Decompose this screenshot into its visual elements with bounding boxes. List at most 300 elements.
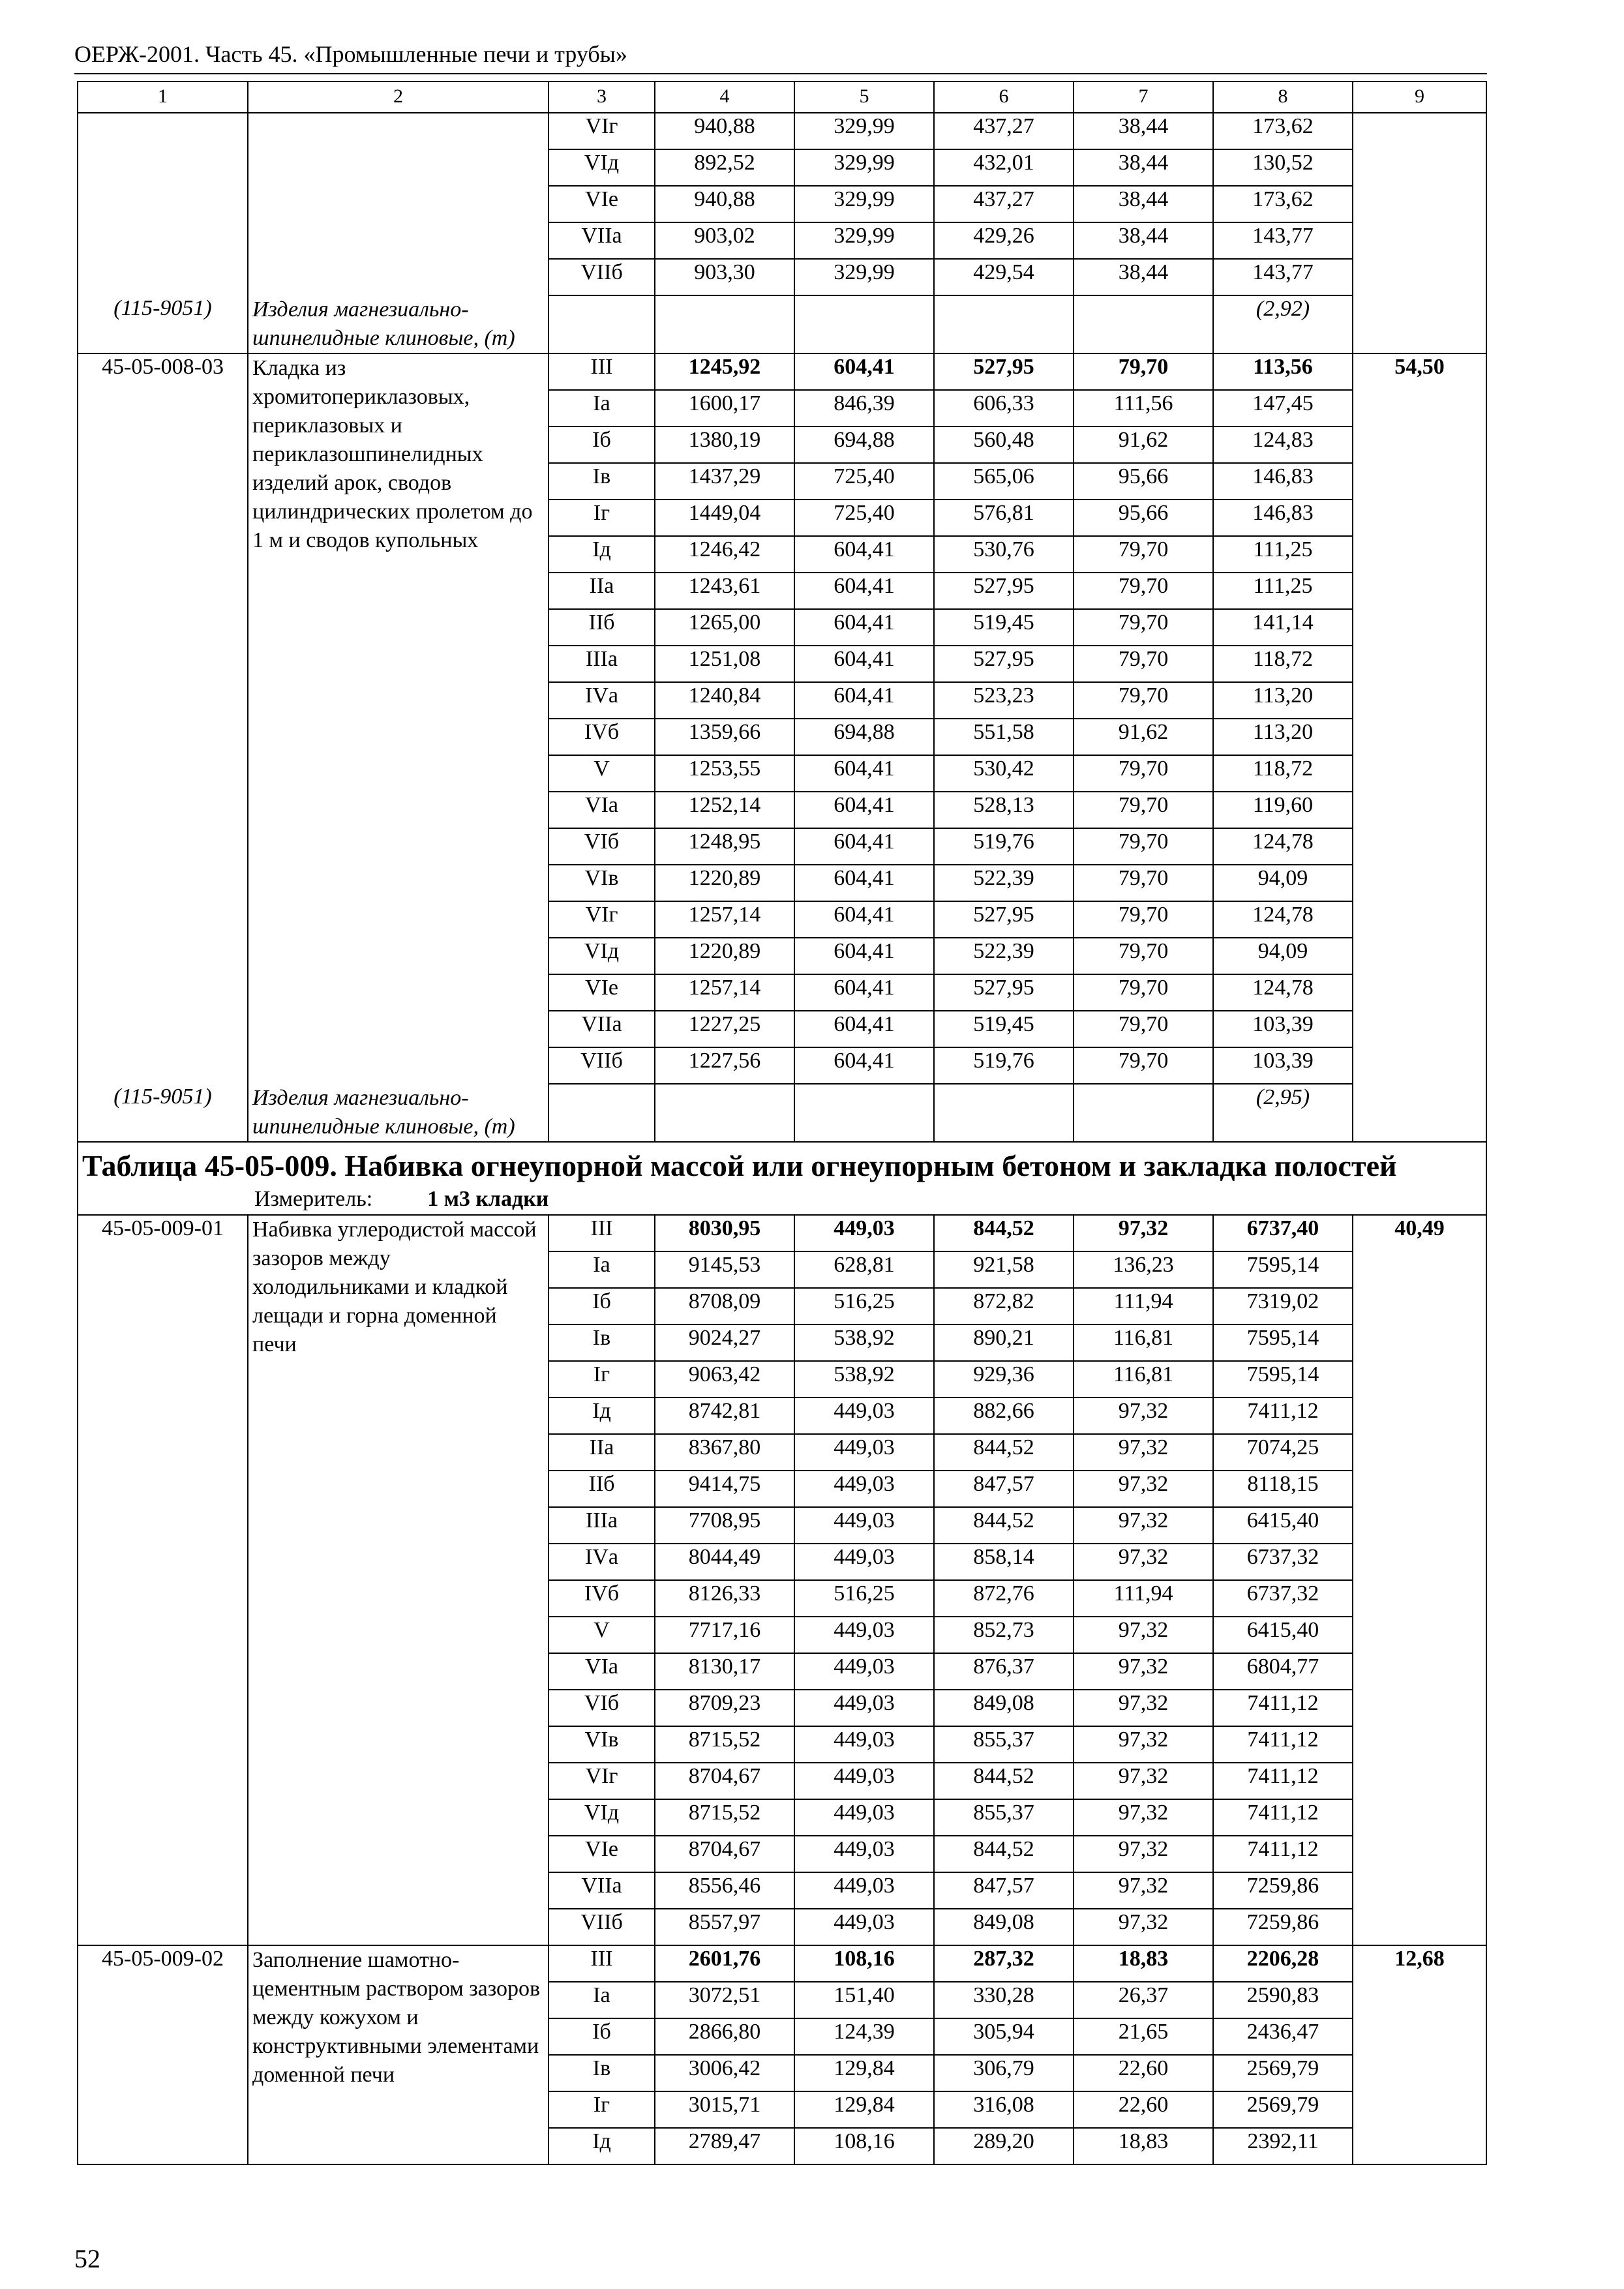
empty-cell <box>794 295 934 353</box>
machinist-wages: 116,81 <box>1074 1361 1213 1398</box>
resource-class: VIг <box>549 901 655 938</box>
machinist-wages: 95,66 <box>1074 463 1213 500</box>
wages: 604,41 <box>794 938 934 974</box>
total-cost: 1265,00 <box>655 609 794 646</box>
machinist-wages: 79,70 <box>1074 755 1213 792</box>
work-description: Набивка углеродистой массой зазоров между холодильниками и кладкой лещади и горна доменной печи <box>248 1215 549 1945</box>
total-cost: 8126,33 <box>655 1580 794 1617</box>
total-cost: 1437,29 <box>655 463 794 500</box>
machinist-wages: 97,32 <box>1074 1617 1213 1653</box>
total-cost: 8715,52 <box>655 1799 794 1836</box>
materials: 2569,79 <box>1213 2055 1353 2091</box>
machinist-wages: 38,44 <box>1074 113 1213 149</box>
resource-class: Iд <box>549 1398 655 1434</box>
machinist-wages: 97,32 <box>1074 1653 1213 1690</box>
machinery: 844,52 <box>934 1763 1074 1799</box>
machinist-wages: 97,32 <box>1074 1909 1213 1945</box>
wages: 449,03 <box>794 1471 934 1507</box>
materials: 173,62 <box>1213 186 1353 222</box>
resource-class: VIд <box>549 1799 655 1836</box>
resource-class: VIг <box>549 113 655 149</box>
unit-cell <box>78 1184 1486 1215</box>
column-number: 2 <box>248 82 549 113</box>
materials: 7319,02 <box>1213 1288 1353 1324</box>
total-cost: 1220,89 <box>655 865 794 901</box>
machinery: 890,21 <box>934 1324 1074 1361</box>
resource-class: IIа <box>549 1434 655 1471</box>
wages: 604,41 <box>794 1047 934 1084</box>
work-description: Кладка из хромитопериклазовых, периклазовых и периклазошпинелидных изделий арок, сводов цилиндрических пролетом до 1 м и сводов купольных <box>248 353 549 1084</box>
resource-class: VIд <box>549 149 655 186</box>
header-rule <box>74 73 1487 74</box>
materials: 7411,12 <box>1213 1763 1353 1799</box>
resource-class: Iв <box>549 1324 655 1361</box>
total-cost: 7708,95 <box>655 1507 794 1544</box>
column-number: 5 <box>794 82 934 113</box>
total-cost: 1243,61 <box>655 573 794 609</box>
desc-cell-empty <box>248 113 549 295</box>
machinist-wages: 79,70 <box>1074 682 1213 719</box>
wages: 604,41 <box>794 353 934 390</box>
resource-class: Iг <box>549 1361 655 1398</box>
total-cost: 1246,42 <box>655 536 794 573</box>
machinery: 527,95 <box>934 974 1074 1011</box>
machinist-wages: 26,37 <box>1074 1982 1213 2018</box>
total-cost: 1227,56 <box>655 1047 794 1084</box>
machinery: 560,48 <box>934 426 1074 463</box>
machinist-wages: 22,60 <box>1074 2055 1213 2091</box>
machinist-wages: 79,70 <box>1074 353 1213 390</box>
machinist-wages: 97,32 <box>1074 1434 1213 1471</box>
total-cost: 903,02 <box>655 222 794 259</box>
total-cost: 892,52 <box>655 149 794 186</box>
total-cost: 8742,81 <box>655 1398 794 1434</box>
materials: 146,83 <box>1213 463 1353 500</box>
machinery: 519,76 <box>934 1047 1074 1084</box>
total-cost: 9024,27 <box>655 1324 794 1361</box>
wages: 449,03 <box>794 1872 934 1909</box>
wages: 604,41 <box>794 828 934 865</box>
machinery: 530,42 <box>934 755 1074 792</box>
machinist-wages: 97,32 <box>1074 1215 1213 1251</box>
machinery: 527,95 <box>934 573 1074 609</box>
labor-hours: 40,49 <box>1353 1215 1486 1945</box>
material-code: (115-9051) <box>78 295 248 353</box>
machinist-wages: 79,70 <box>1074 536 1213 573</box>
wages: 449,03 <box>794 1763 934 1799</box>
wages: 604,41 <box>794 1011 934 1047</box>
materials: 6804,77 <box>1213 1653 1353 1690</box>
materials: 6737,32 <box>1213 1580 1353 1617</box>
machinist-wages: 97,32 <box>1074 1726 1213 1763</box>
materials: 130,52 <box>1213 149 1353 186</box>
materials: 124,78 <box>1213 828 1353 865</box>
machinist-wages: 79,70 <box>1074 792 1213 828</box>
wages: 108,16 <box>794 1945 934 1982</box>
resource-class: VIIа <box>549 1011 655 1047</box>
empty-cell <box>934 295 1074 353</box>
machinist-wages: 79,70 <box>1074 865 1213 901</box>
materials: 7411,12 <box>1213 1726 1353 1763</box>
resource-class: Iб <box>549 1288 655 1324</box>
total-cost: 8704,67 <box>655 1763 794 1799</box>
material-description: Изделия магнезиально-шпинелидные клиновые, (т) <box>248 1084 549 1142</box>
resource-class: VIа <box>549 1653 655 1690</box>
machinist-wages: 97,32 <box>1074 1471 1213 1507</box>
materials: 7595,14 <box>1213 1324 1353 1361</box>
total-cost: 1253,55 <box>655 755 794 792</box>
machinist-wages: 79,70 <box>1074 901 1213 938</box>
rates-table <box>77 81 1487 2165</box>
total-cost: 3072,51 <box>655 1982 794 2018</box>
resource-class: VIе <box>549 1836 655 1872</box>
resource-class: Iг <box>549 500 655 536</box>
machinery: 844,52 <box>934 1836 1074 1872</box>
machinist-wages: 38,44 <box>1074 259 1213 295</box>
machinery: 876,37 <box>934 1653 1074 1690</box>
machinery: 306,79 <box>934 2055 1074 2091</box>
total-cost: 8367,80 <box>655 1434 794 1471</box>
machinery: 316,08 <box>934 2091 1074 2128</box>
resource-class: V <box>549 755 655 792</box>
machinist-wages: 79,70 <box>1074 573 1213 609</box>
machinery: 287,32 <box>934 1945 1074 1982</box>
labor-hours: 54,50 <box>1353 353 1486 1142</box>
wages: 449,03 <box>794 1909 934 1945</box>
resource-class: III <box>549 1945 655 1982</box>
resource-class: IVб <box>549 719 655 755</box>
wages: 449,03 <box>794 1690 934 1726</box>
machinery: 921,58 <box>934 1251 1074 1288</box>
material-quantity: (2,92) <box>1213 295 1353 353</box>
machinist-wages: 38,44 <box>1074 222 1213 259</box>
total-cost: 1600,17 <box>655 390 794 426</box>
machinist-wages: 79,70 <box>1074 646 1213 682</box>
machinery: 855,37 <box>934 1799 1074 1836</box>
total-cost: 903,30 <box>655 259 794 295</box>
wages: 449,03 <box>794 1398 934 1434</box>
total-cost: 8704,67 <box>655 1836 794 1872</box>
column-number-row <box>78 82 1486 113</box>
total-cost: 2601,76 <box>655 1945 794 1982</box>
wages: 449,03 <box>794 1215 934 1251</box>
materials: 7074,25 <box>1213 1434 1353 1471</box>
total-cost: 9414,75 <box>655 1471 794 1507</box>
wages: 604,41 <box>794 901 934 938</box>
machinist-wages: 97,32 <box>1074 1690 1213 1726</box>
materials: 2392,11 <box>1213 2128 1353 2164</box>
resource-class: VIа <box>549 792 655 828</box>
resource-class: Iб <box>549 2018 655 2055</box>
machinist-wages: 79,70 <box>1074 828 1213 865</box>
materials: 113,20 <box>1213 682 1353 719</box>
machinist-wages: 79,70 <box>1074 938 1213 974</box>
work-description: Заполнение шамотно-цементным раствором зазоров между кожухом и конструктивными элементами доменной печи <box>248 1945 549 2164</box>
resource-class: VIIб <box>549 1047 655 1084</box>
resource-class: III <box>549 353 655 390</box>
materials: 124,83 <box>1213 426 1353 463</box>
total-cost: 1359,66 <box>655 719 794 755</box>
machinist-wages: 18,83 <box>1074 2128 1213 2164</box>
machinist-wages: 97,32 <box>1074 1398 1213 1434</box>
total-cost: 1449,04 <box>655 500 794 536</box>
wages: 694,88 <box>794 426 934 463</box>
resource-class: V <box>549 1617 655 1653</box>
materials: 7595,14 <box>1213 1361 1353 1398</box>
wages: 329,99 <box>794 186 934 222</box>
total-cost: 1252,14 <box>655 792 794 828</box>
wages: 725,40 <box>794 463 934 500</box>
machinist-wages: 79,70 <box>1074 609 1213 646</box>
machinery: 429,26 <box>934 222 1074 259</box>
empty-cell <box>1074 295 1213 353</box>
wages: 725,40 <box>794 500 934 536</box>
page-number: 52 <box>74 2244 100 2273</box>
resource-class: VIIа <box>549 222 655 259</box>
materials: 124,78 <box>1213 974 1353 1011</box>
resource-class: Iг <box>549 2091 655 2128</box>
total-cost: 1251,08 <box>655 646 794 682</box>
resource-class: VIIб <box>549 259 655 295</box>
wages: 129,84 <box>794 2091 934 2128</box>
materials: 8118,15 <box>1213 1471 1353 1507</box>
labor-hours: 12,68 <box>1353 1945 1486 2164</box>
wages: 108,16 <box>794 2128 934 2164</box>
wages: 329,99 <box>794 259 934 295</box>
machinery: 432,01 <box>934 149 1074 186</box>
machinist-wages: 97,32 <box>1074 1507 1213 1544</box>
machinery: 519,45 <box>934 1011 1074 1047</box>
wages: 604,41 <box>794 536 934 573</box>
machinist-wages: 91,62 <box>1074 426 1213 463</box>
machinery: 527,95 <box>934 901 1074 938</box>
empty-cell <box>549 1084 655 1142</box>
machinery: 852,73 <box>934 1617 1074 1653</box>
materials: 94,09 <box>1213 865 1353 901</box>
resource-class: IVа <box>549 1544 655 1580</box>
machinist-wages: 95,66 <box>1074 500 1213 536</box>
materials: 7411,12 <box>1213 1836 1353 1872</box>
machinist-wages: 111,94 <box>1074 1288 1213 1324</box>
machinery: 844,52 <box>934 1507 1074 1544</box>
total-cost: 8715,52 <box>655 1726 794 1763</box>
machinist-wages: 79,70 <box>1074 974 1213 1011</box>
total-cost: 1257,14 <box>655 974 794 1011</box>
wages: 604,41 <box>794 682 934 719</box>
resource-class: Iа <box>549 390 655 426</box>
materials: 113,20 <box>1213 719 1353 755</box>
machinery: 858,14 <box>934 1544 1074 1580</box>
wages: 449,03 <box>794 1836 934 1872</box>
materials: 124,78 <box>1213 901 1353 938</box>
machinery: 289,20 <box>934 2128 1074 2164</box>
machinist-wages: 97,32 <box>1074 1544 1213 1580</box>
wages: 604,41 <box>794 755 934 792</box>
table-title <box>78 1142 1486 1184</box>
machinery: 872,82 <box>934 1288 1074 1324</box>
machinery: 527,95 <box>934 646 1074 682</box>
resource-class: IIа <box>549 573 655 609</box>
materials: 2206,28 <box>1213 1945 1353 1982</box>
total-cost: 1240,84 <box>655 682 794 719</box>
material-description: Изделия магнезиально-шпинелидные клиновые, (т) <box>248 295 549 353</box>
materials: 147,45 <box>1213 390 1353 426</box>
materials: 6737,32 <box>1213 1544 1353 1580</box>
table-title-text: Таблица 45-05-009. Набивка огнеупорной массой или огнеупорным бетоном и закладка полостей <box>82 1149 1397 1182</box>
rate-code: 45-05-009-02 <box>78 1945 248 2164</box>
table-row <box>78 113 1486 149</box>
machinist-wages: 97,32 <box>1074 1872 1213 1909</box>
materials: 6415,40 <box>1213 1617 1353 1653</box>
wages: 329,99 <box>794 113 934 149</box>
wages: 604,41 <box>794 865 934 901</box>
machinery: 847,57 <box>934 1471 1074 1507</box>
machinery: 522,39 <box>934 938 1074 974</box>
machinery: 551,58 <box>934 719 1074 755</box>
machinery: 882,66 <box>934 1398 1074 1434</box>
machinery: 519,76 <box>934 828 1074 865</box>
wages: 151,40 <box>794 1982 934 2018</box>
machinery: 519,45 <box>934 609 1074 646</box>
machinery: 844,52 <box>934 1215 1074 1251</box>
wages: 604,41 <box>794 974 934 1011</box>
total-cost: 3006,42 <box>655 2055 794 2091</box>
resource-class: VIе <box>549 186 655 222</box>
machinist-wages: 22,60 <box>1074 2091 1213 2128</box>
total-cost: 7717,16 <box>655 1617 794 1653</box>
total-cost: 8556,46 <box>655 1872 794 1909</box>
empty-cell <box>655 1084 794 1142</box>
rate-code: 45-05-009-01 <box>78 1215 248 1945</box>
materials: 2436,47 <box>1213 2018 1353 2055</box>
machinery: 849,08 <box>934 1909 1074 1945</box>
total-cost: 8709,23 <box>655 1690 794 1726</box>
wages: 124,39 <box>794 2018 934 2055</box>
resource-class: IIIа <box>549 646 655 682</box>
total-cost: 1227,25 <box>655 1011 794 1047</box>
unit-value: 1 м3 кладки <box>427 1187 549 1211</box>
wages: 329,99 <box>794 222 934 259</box>
column-number: 3 <box>549 82 655 113</box>
materials: 111,25 <box>1213 536 1353 573</box>
total-cost: 3015,71 <box>655 2091 794 2128</box>
machinery: 330,28 <box>934 1982 1074 2018</box>
column-number: 8 <box>1213 82 1353 113</box>
machinery: 522,39 <box>934 865 1074 901</box>
materials: 7595,14 <box>1213 1251 1353 1288</box>
material-quantity: (2,95) <box>1213 1084 1353 1142</box>
empty-cell <box>794 1084 934 1142</box>
wages: 129,84 <box>794 2055 934 2091</box>
materials: 118,72 <box>1213 646 1353 682</box>
resource-class: VIб <box>549 828 655 865</box>
column-number: 6 <box>934 82 1074 113</box>
materials: 146,83 <box>1213 500 1353 536</box>
section-title-row <box>78 1142 1486 1184</box>
resource-class: IVа <box>549 682 655 719</box>
machinist-wages: 111,94 <box>1074 1580 1213 1617</box>
wages: 449,03 <box>794 1799 934 1836</box>
total-cost: 1257,14 <box>655 901 794 938</box>
materials: 119,60 <box>1213 792 1353 828</box>
machinery: 530,76 <box>934 536 1074 573</box>
machinist-wages: 91,62 <box>1074 719 1213 755</box>
machinist-wages: 38,44 <box>1074 149 1213 186</box>
materials: 103,39 <box>1213 1047 1353 1084</box>
column-number: 7 <box>1074 82 1213 113</box>
machinery: 565,06 <box>934 463 1074 500</box>
wages: 449,03 <box>794 1653 934 1690</box>
resource-class: VIе <box>549 974 655 1011</box>
materials: 141,14 <box>1213 609 1353 646</box>
resource-class: VIд <box>549 938 655 974</box>
total-cost: 8557,97 <box>655 1909 794 1945</box>
machinist-wages: 38,44 <box>1074 186 1213 222</box>
machinery: 305,94 <box>934 2018 1074 2055</box>
machinery: 844,52 <box>934 1434 1074 1471</box>
materials: 143,77 <box>1213 222 1353 259</box>
machinery: 527,95 <box>934 353 1074 390</box>
total-cost: 8708,09 <box>655 1288 794 1324</box>
resource-class: Iд <box>549 536 655 573</box>
empty-cell <box>655 295 794 353</box>
material-code: (115-9051) <box>78 1084 248 1142</box>
machinist-wages: 18,83 <box>1074 1945 1213 1982</box>
materials: 173,62 <box>1213 113 1353 149</box>
machinery: 523,23 <box>934 682 1074 719</box>
resource-class: VIв <box>549 1726 655 1763</box>
wages: 604,41 <box>794 609 934 646</box>
resource-class: Iв <box>549 2055 655 2091</box>
machinery: 437,27 <box>934 113 1074 149</box>
materials: 2569,79 <box>1213 2091 1353 2128</box>
machinery: 849,08 <box>934 1690 1074 1726</box>
wages: 449,03 <box>794 1544 934 1580</box>
wages: 628,81 <box>794 1251 934 1288</box>
wages: 604,41 <box>794 573 934 609</box>
total-cost: 1245,92 <box>655 353 794 390</box>
code-cell-empty <box>78 113 248 295</box>
machinist-wages: 97,32 <box>1074 1836 1213 1872</box>
machinist-wages: 111,56 <box>1074 390 1213 426</box>
rate-code: 45-05-008-03 <box>78 353 248 1084</box>
machinery: 437,27 <box>934 186 1074 222</box>
resource-class: III <box>549 1215 655 1251</box>
table-row <box>78 353 1486 390</box>
column-number: 9 <box>1353 82 1486 113</box>
resource-class: VIв <box>549 865 655 901</box>
materials: 103,39 <box>1213 1011 1353 1047</box>
total-cost: 9145,53 <box>655 1251 794 1288</box>
wages: 538,92 <box>794 1324 934 1361</box>
machinist-wages: 79,70 <box>1074 1011 1213 1047</box>
machinery: 855,37 <box>934 1726 1074 1763</box>
machinist-wages: 79,70 <box>1074 1047 1213 1084</box>
machinist-wages: 21,65 <box>1074 2018 1213 2055</box>
machinery: 606,33 <box>934 390 1074 426</box>
resource-class: VIг <box>549 1763 655 1799</box>
wages: 846,39 <box>794 390 934 426</box>
total-cost: 1220,89 <box>655 938 794 974</box>
column-number: 4 <box>655 82 794 113</box>
resource-class: IVб <box>549 1580 655 1617</box>
machinist-wages: 116,81 <box>1074 1324 1213 1361</box>
wages: 449,03 <box>794 1507 934 1544</box>
machinery: 929,36 <box>934 1361 1074 1398</box>
materials: 113,56 <box>1213 353 1353 390</box>
page-header: ОЕРЖ-2001. Часть 45. «Промышленные печи и трубы» <box>74 41 627 67</box>
resource-class: IIб <box>549 1471 655 1507</box>
